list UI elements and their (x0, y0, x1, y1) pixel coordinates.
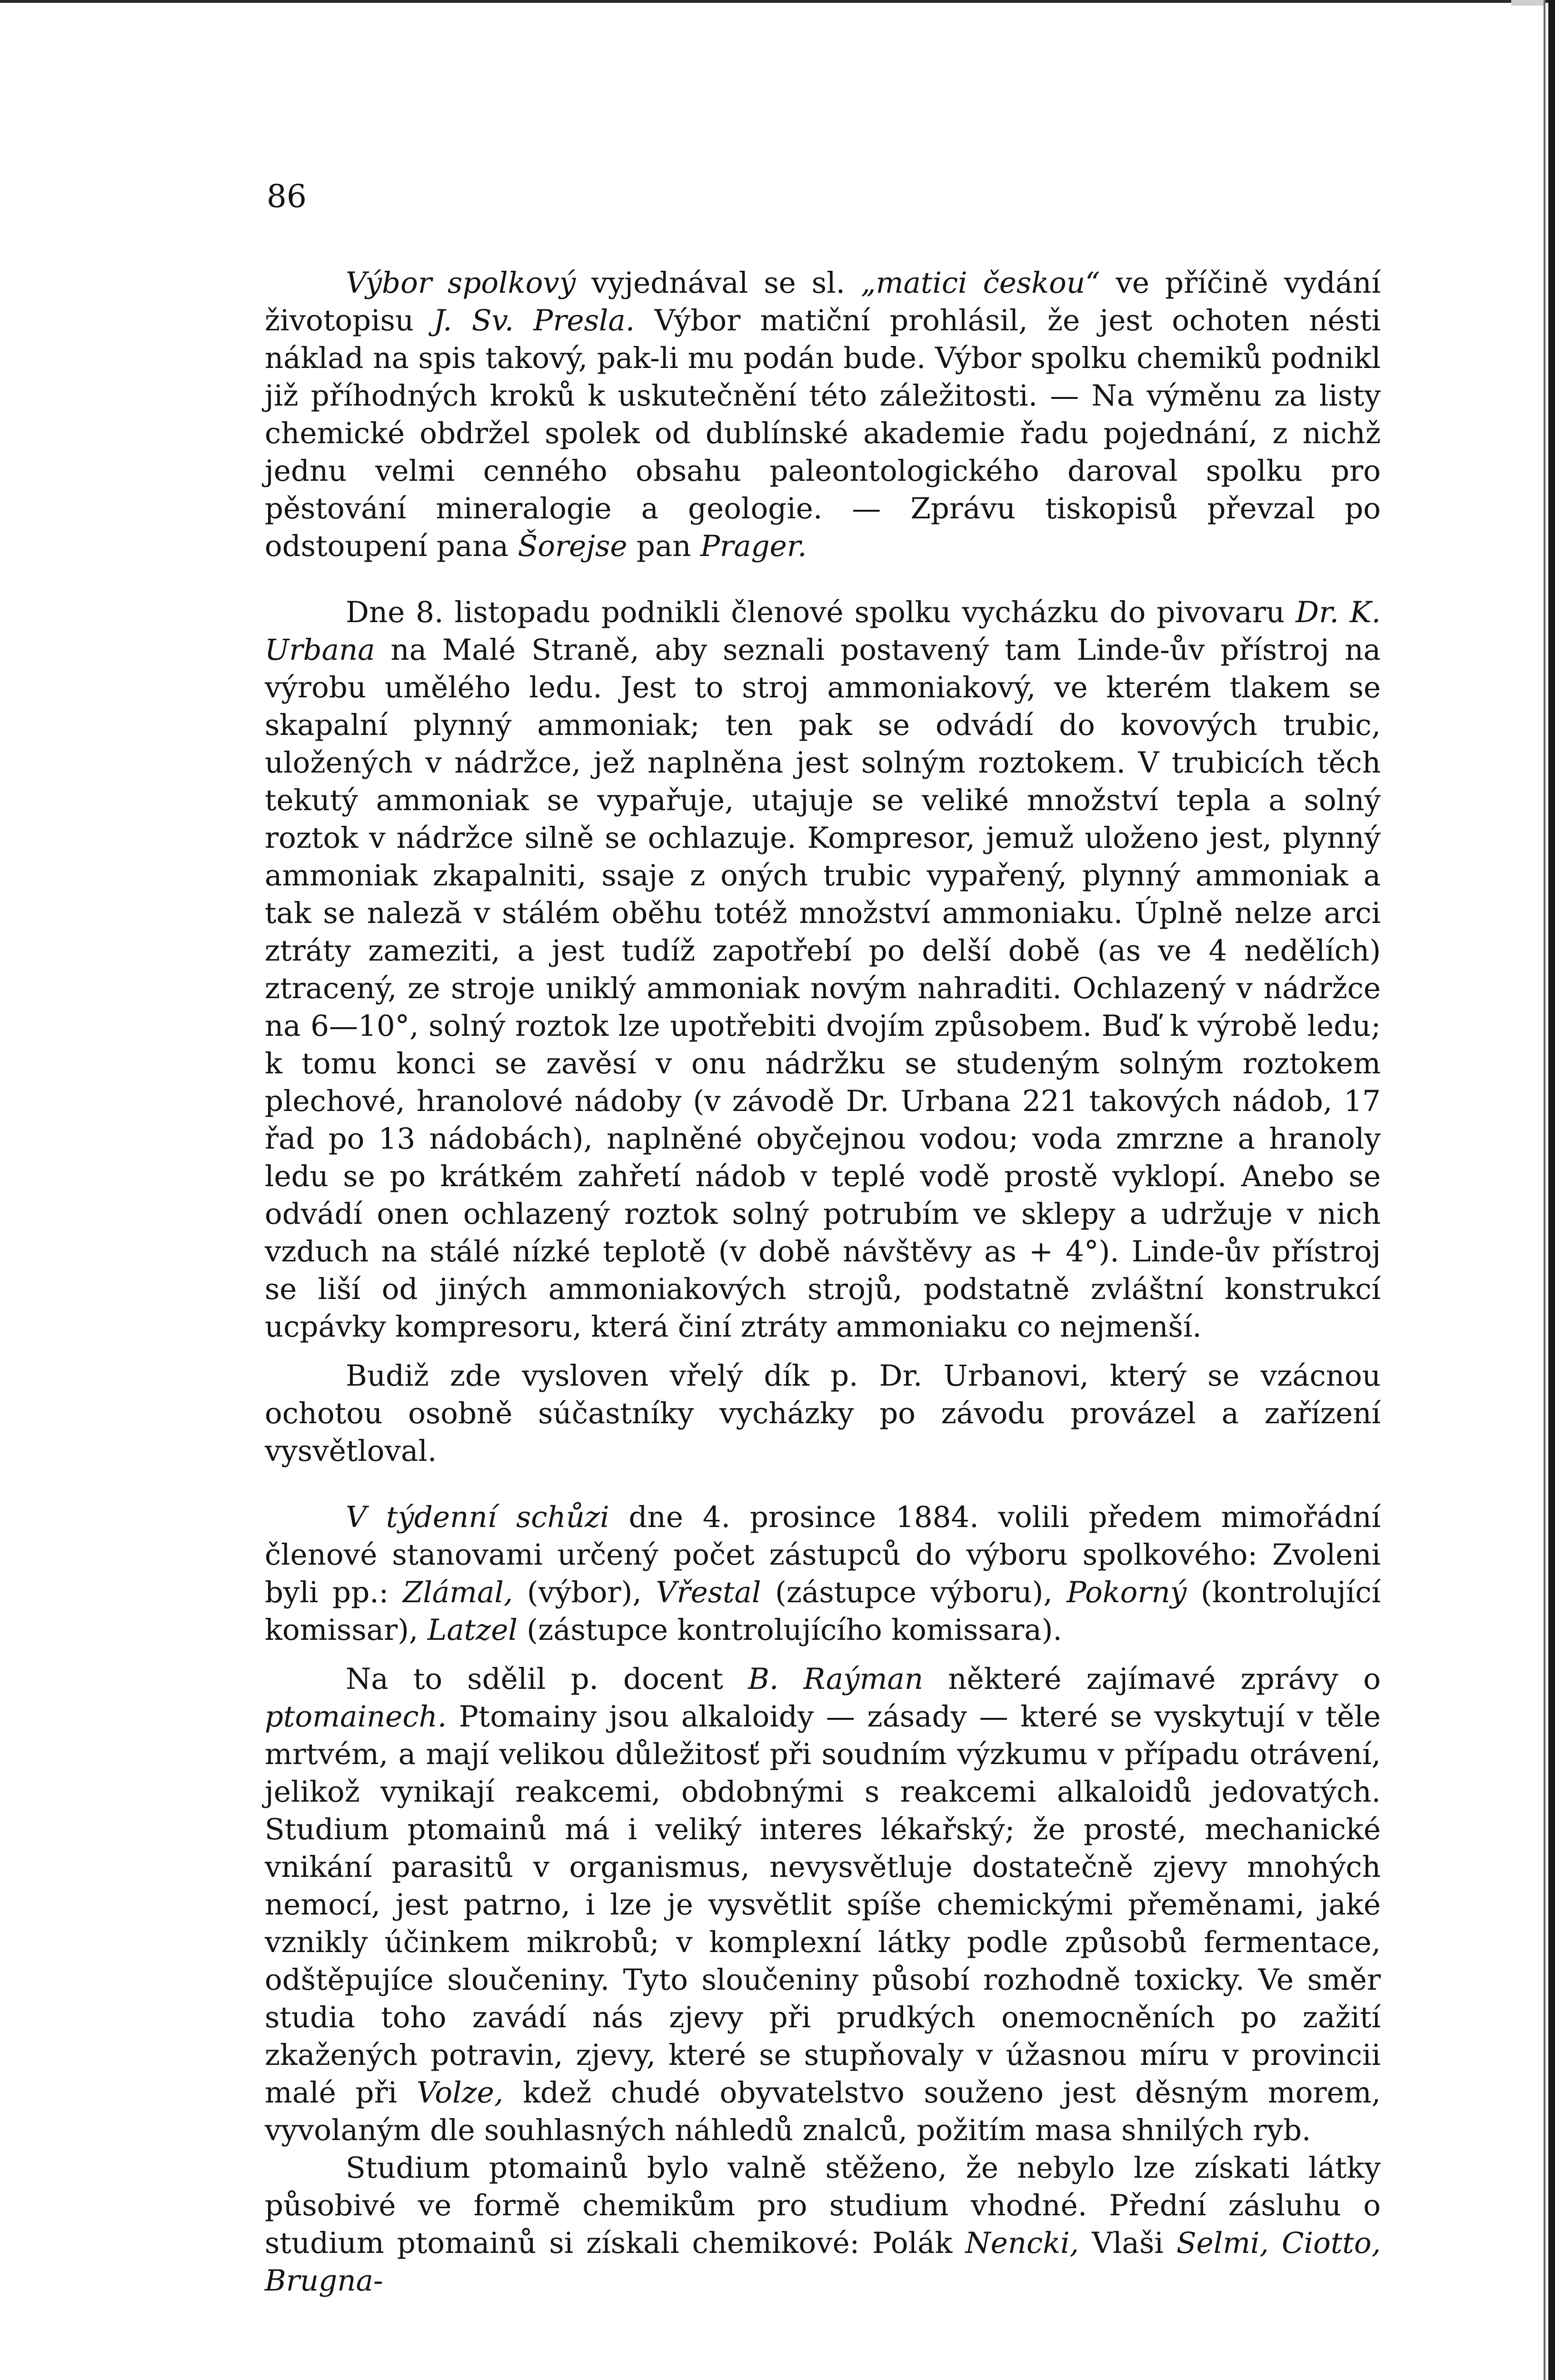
paragraph-podekovani (265, 1357, 1381, 1470)
text-run: (zástupce kontrolujícího komissara). (517, 1613, 1062, 1647)
italic-text-run: Šorejse (518, 529, 628, 563)
italic-text-run: ptomainech. (265, 1700, 447, 1734)
italic-text-run: Pokorný (1067, 1576, 1187, 1609)
text-run: Ptomainy jsou alkaloidy — zásady — které se vyskytují v těle mrtvém, a mají velikou důležitosť při soudním výzkumu v případu otrávení, jelikož vynikají reakcemi, obdobnými s reakcemi alkaloidů jedovatých. Studium ptomainů má i veliký interes lékařský; že prosté, mechanické vnikání parasitů v organismus, nevysvětluje dostatečně zjevy mnohých nemocí, jest patrno, i lze je vysvětlit spíše chemickými přeměnami, jaké vznikly účinkem mikrobů; v komplexní látky podle způsobů fermentace, odštěpujíce sloučeniny. Tyto sloučeniny působí rozhodně toxicky. Ve směr studia toho zavádí nás zjevy při prudkých onemocněních po zažití zkažených potravin, zjevy, které se stupňovaly v úžasnou míru v provincii malé při (265, 1700, 1381, 2110)
scan-right-edge (1548, 0, 1555, 2380)
scan-right-edge-line (1544, 0, 1545, 2380)
text-run: (výbor), (513, 1576, 656, 1609)
italic-text-run: Zlámal, (402, 1576, 513, 1609)
italic-text-run: Vřestal (656, 1576, 761, 1609)
italic-text-run: Selmi, Ciotto, Brugna- (265, 2226, 1381, 2298)
text-run: ve příčině vydání životopisu (265, 266, 1381, 337)
text-run: některé zajímavé zprávy o (923, 1662, 1381, 1696)
text-run: dne 4. prosince 1884. volili předem mimořádní členové stanovami určený počet zástupců do výboru spolkového: Zvoleni byli pp.: (265, 1500, 1381, 1609)
italic-text-run: Latzel (427, 1613, 518, 1647)
italic-text-run: Výbor spolkový (346, 266, 576, 300)
text-run: (zástupce výboru), (761, 1576, 1067, 1609)
text-run: Na to sdělil p. docent (346, 1662, 748, 1696)
italic-text-run: „matici českou“ (861, 266, 1100, 300)
text-run: Budiž zde vysloven vřelý dík p. Dr. Urbanovi, který se vzácnou ochotou osobně súčastníky vycházky po závodu provázel a zařízení vysvětloval. (265, 1359, 1381, 1468)
text-run: pan (627, 529, 700, 563)
page-number: 86 (267, 178, 307, 215)
scan-top-edge (0, 0, 1555, 3)
italic-text-run: V týdenní schůzi (346, 1500, 609, 1534)
text-run: Výbor matiční prohlásil, že jest ochoten nésti náklad na spis takový, pak-li mu podán bude. Výbor spolku chemiků podnikl již příhodných kroků k uskutečnění této záležitosti. — Na výměnu za listy chemické obdržel spolek od dublínské akademie řadu pojednání, z nichž jednu velmi cenného obsahu paleontologického daroval spolku pro pěstování mineralogie a geologie. — Zprávu tiskopisů převzal po odstoupení pana (265, 304, 1381, 563)
italic-text-run: B. Raýman (748, 1662, 924, 1696)
paragraph-studium-ptomainu (265, 2149, 1381, 2300)
text-run: vyjednával se sl. (576, 266, 861, 300)
italic-text-run: Nencki, (965, 2226, 1079, 2260)
italic-text-run: Prager. (700, 529, 807, 563)
text-run: na Malé Straně, aby seznali postavený tam Linde-ův přístroj na výrobu umělého ledu. Jest to stroj ammoniakový, ve kterém tlakem se skapalní plynný ammoniak; ten pak se odvádí do kovových trubic, uložených v nádržce, jež naplněna jest solným roztokem. V trubicích těch tekutý ammoniak se vypařuje, utajuje se veliké množství tepla a solný roztok v nádržce silně se ochlazuje. Kompresor, jemuž uloženo jest, plynný ammoniak zkapalniti, ssaje z oných trubic vypařený, plynný ammoniak a tak se naleză v stálém oběhu totéž množství ammoniaku. Úplně nelze arci ztráty zameziti, a jest tudíž zapotřebí po delší době (as ve 4 nedělích) ztracený, ze stroje uniklý ammoniak novým nahraditi. Ochlazený v nádržce na 6—10°, solný roztok lze upotřebiti dvojím způsobem. Buď k výrobě ledu; k tomu konci se zavěsí v onu nádržku se studeným solným roztokem plechové, hranolové nádoby (v závodě Dr. Urbana 221 takových nádob, 17 řad po 13 nádobách), naplněné obyčejnou vodou; voda zmrzne a hranoly ledu se po krátkém zahřetí nádob v teplé vodě prostě vyklopí. Anebo se odvádí onen ochlazený roztok solný potrubím ve sklepy a udržuje v nich vzduch na stálé nízké teplotě (v době návštěvy as + 4°). Linde-ův přístroj se liší od jiných ammoniakových strojů, podstatně zvláštní konstrukcí ucpávky kompresoru, která činí ztráty ammoniaku co nejmenší. (265, 633, 1381, 1344)
text-run: Dne 8. listopadu podnikli členové spolku vycházku do pivovaru (346, 595, 1296, 629)
italic-text-run: Volze, (416, 2076, 504, 2110)
italic-text-run: Dr. K. Urbana (265, 595, 1381, 667)
paragraph-tydenni-schuze (265, 1498, 1381, 1649)
paragraph-vybor-spolkovy (265, 264, 1381, 565)
text-run: kdež chudé obyvatelstvo souženo jest děsným morem, vyvolaným dle souhlasných náhledů znalců, požitím masa shnilých ryb. (265, 2076, 1381, 2147)
page-body (265, 264, 1381, 2300)
paragraph-vychazka-pivovar (265, 594, 1381, 1346)
paragraph-ptomainy (265, 1660, 1381, 2149)
scan-corner-mark (1511, 0, 1545, 6)
text-run: Studium ptomainů bylo valně stěženo, že nebylo lze získati látky působivé ve formě chemikům pro studium vhodné. Přední zásluhu o studium ptomainů si získali chemikové: Polák (265, 2151, 1381, 2260)
text-run: (kontrolující komissar), (265, 1576, 1381, 1647)
italic-text-run: J. Sv. Presla. (433, 304, 635, 337)
text-run: Vlaši (1079, 2226, 1176, 2260)
